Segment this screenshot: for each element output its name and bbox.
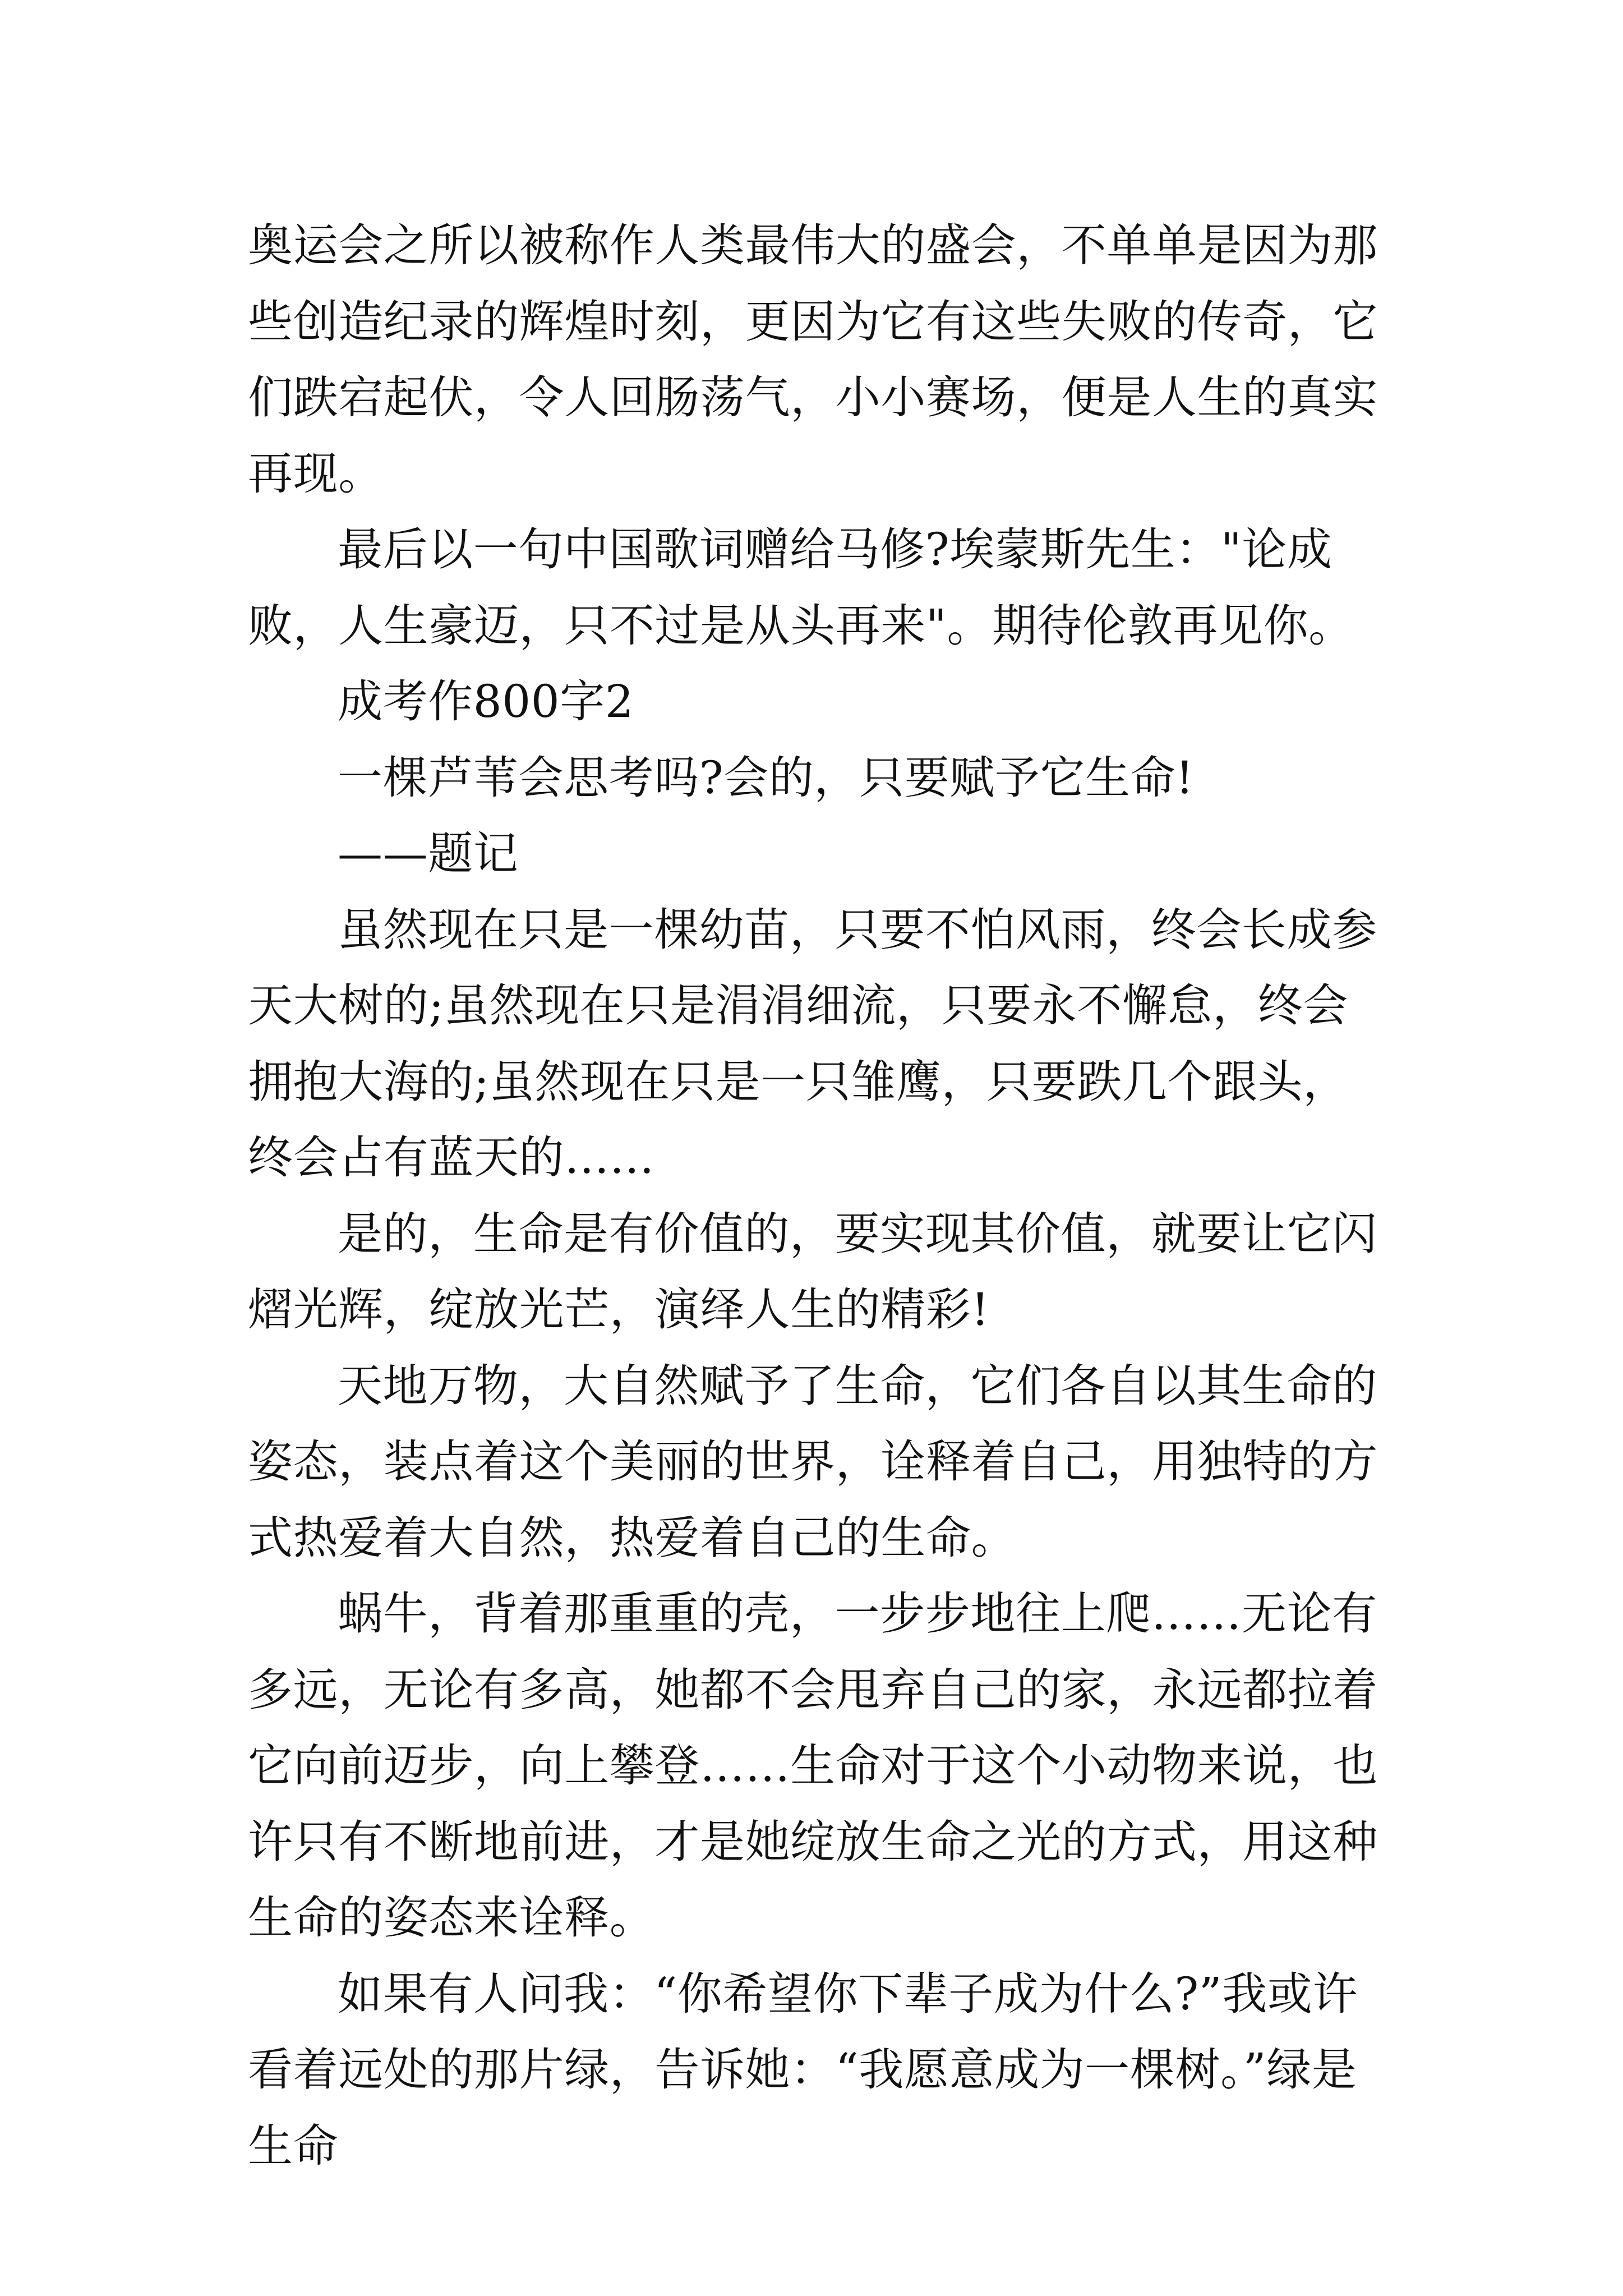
document-body <box>248 208 1381 2184</box>
paragraph: 如果有人问我：“你希望你下辈子成为什么?”我或许看着远处的那片绿，告诉她：“我愿意成为一棵树。”绿是生命 <box>248 1967 1358 2172</box>
paragraph: 虽然现在只是一棵幼苗，只要不怕风雨，终会长成参天大树的;虽然现在只是涓涓细流，只要永不懈怠，终会拥抱大海的;虽然现在只是一只雏鹰，只要跌几个跟头，终会占有蓝天的…… <box>248 903 1377 1184</box>
paragraph: 奥运会之所以被称作人类最伟大的盛会，不单单是因为那些创造纪录的辉煌时刻，更因为它有这些失败的传奇，它们跌宕起伏，令人回肠荡气，小小赛场，便是人生的真实再现。 <box>248 219 1378 500</box>
paragraph: 一棵芦苇会思考吗?会的，只要赋予它生命! <box>338 751 1195 804</box>
section-heading: 成考作800字2 <box>338 675 634 728</box>
paragraph: 天地万物，大自然赋予了生命，它们各自以其生命的姿态，装点着这个美丽的世界，诠释着自己，用独特的方式热爱着大自然，热爱着自己的生命。 <box>248 1359 1378 1564</box>
epigraph-attribution: ——题记 <box>338 827 519 880</box>
paragraph: 是的，生命是有价值的，要实现其价值，就要让它闪熠光辉，绽放光芒，演绎人生的精彩! <box>248 1207 1377 1336</box>
paragraph: 最后以一句中国歌词赠给马修?埃蒙斯先生："论成败，人生豪迈，只不过是从头再来"。期待伦敦再见你。 <box>248 523 1354 652</box>
paragraph: 蜗牛，背着那重重的壳，一步步地往上爬……无论有多远，无论有多高，她都不会甩弃自己的家，永远都拉着它向前迈步，向上攀登……生命对于这个小动物来说，也许只有不断地前进，才是她绽放生命之光的方式，用这种生命的姿态来诠释。 <box>248 1588 1378 1944</box>
